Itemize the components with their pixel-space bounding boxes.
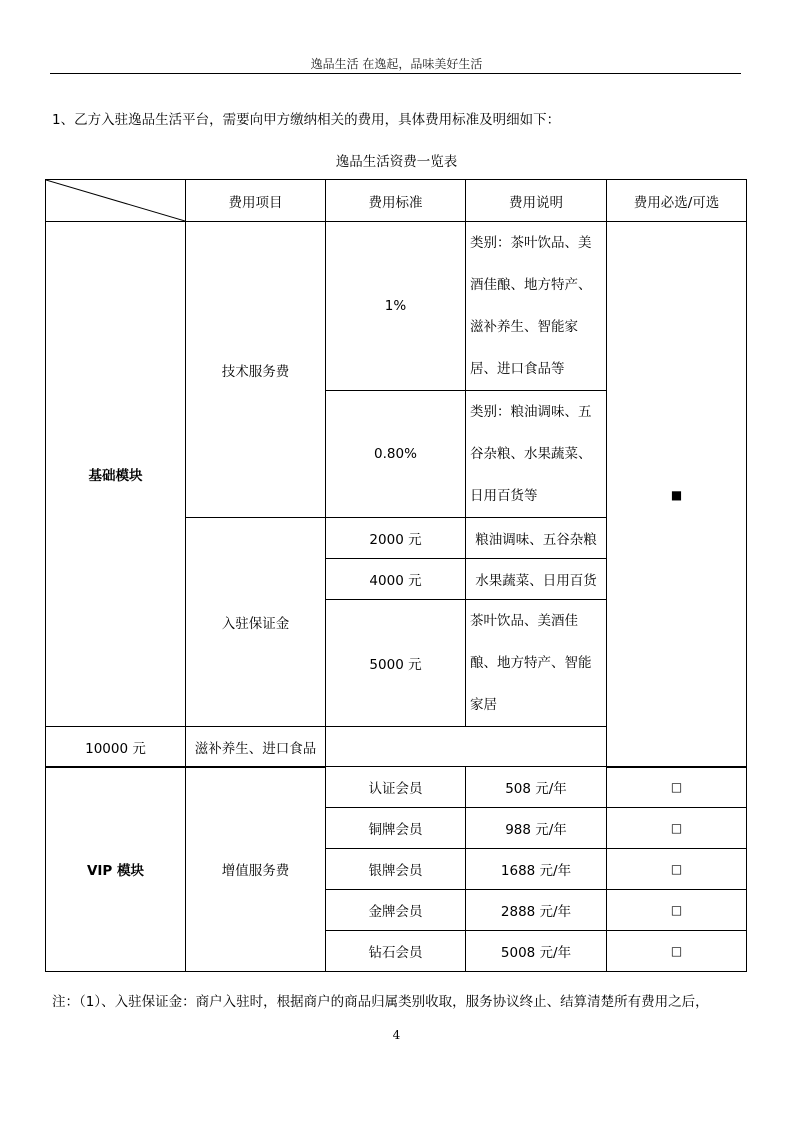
header-divider [50,73,741,74]
table-row [46,767,747,808]
tech-fee-standard: 1% [326,222,466,391]
vip-module-label: VIP 模块 [46,767,186,972]
header-required-optional: 费用必选/可选 [607,180,747,222]
intro-paragraph: 1、乙方入驻逸品生活平台，需要向甲方缴纳相关的费用，具体费用标准及明细如下： [52,112,561,128]
deposit-label: 入驻保证金 [186,518,326,727]
deposit-standard: 10000 元 [46,727,186,768]
vip-optional-mark [607,890,747,931]
basic-module-label: 基础模块 [46,222,186,727]
vip-level: 金牌会员 [326,890,466,931]
vip-price: 988 元/年 [466,808,607,849]
optional-square-icon: □ [670,821,683,835]
diagonal-header-cell [46,180,186,222]
vip-service-label: 增值服务费 [186,767,326,972]
optional-square-icon: □ [670,862,683,876]
tech-fee-description [466,222,607,391]
tech-fee-label: 技术服务费 [186,222,326,518]
deposit-desc-text: 茶叶饮品、美酒佳酿、地方特产、智能家居 [470,613,592,713]
vip-price: 1688 元/年 [466,849,607,890]
header-fee-item: 费用项目 [186,180,326,222]
optional-square-icon: □ [670,780,683,794]
tech-fee-standard: 0.80% [326,391,466,518]
vip-level: 银牌会员 [326,849,466,890]
vip-price: 508 元/年 [466,767,607,808]
deposit-description: 水果蔬菜、日用百货 [466,559,607,600]
vip-level: 认证会员 [326,767,466,808]
vip-price: 2888 元/年 [466,890,607,931]
vip-level: 钻石会员 [326,931,466,972]
vip-optional-mark [607,849,747,890]
page-header: 逸品生活 在逸起，品味美好生活 [310,57,483,71]
tech-fee-description [466,391,607,518]
vip-optional-mark [607,767,747,808]
table-header-row [46,180,747,222]
tech-fee-desc-text: 类别：粮油调味、五谷杂粮、水果蔬菜、日用百货等 [470,404,592,504]
table-title: 逸品生活资费一览表 [335,154,458,170]
deposit-standard: 5000 元 [326,600,466,727]
vip-optional-mark [607,808,747,849]
tech-fee-desc-text: 类别：茶叶饮品、美酒佳酿、地方特产、滋补养生、智能家居、进口食品等 [470,235,592,377]
fee-table [45,179,747,768]
deposit-description [466,600,607,727]
vip-optional-mark [607,931,747,972]
deposit-description: 滋补养生、进口食品 [186,727,326,768]
required-square-icon: ■ [670,487,683,502]
deposit-standard: 2000 元 [326,518,466,559]
footnote: 注：（1）、入驻保证金：商户入驻时，根据商户的商品归属类别收取，服务协议终止、结算清楚所有费用之后， [52,994,709,1010]
basic-required-mark [607,222,747,768]
vip-table [45,766,747,972]
page-number: 4 [392,1028,401,1042]
header-fee-standard: 费用标准 [326,180,466,222]
deposit-description: 粮油调味、五谷杂粮 [466,518,607,559]
optional-square-icon: □ [670,944,683,958]
deposit-standard: 4000 元 [326,559,466,600]
header-fee-description: 费用说明 [466,180,607,222]
vip-price: 5008 元/年 [466,931,607,972]
optional-square-icon: □ [670,903,683,917]
vip-level: 铜牌会员 [326,808,466,849]
